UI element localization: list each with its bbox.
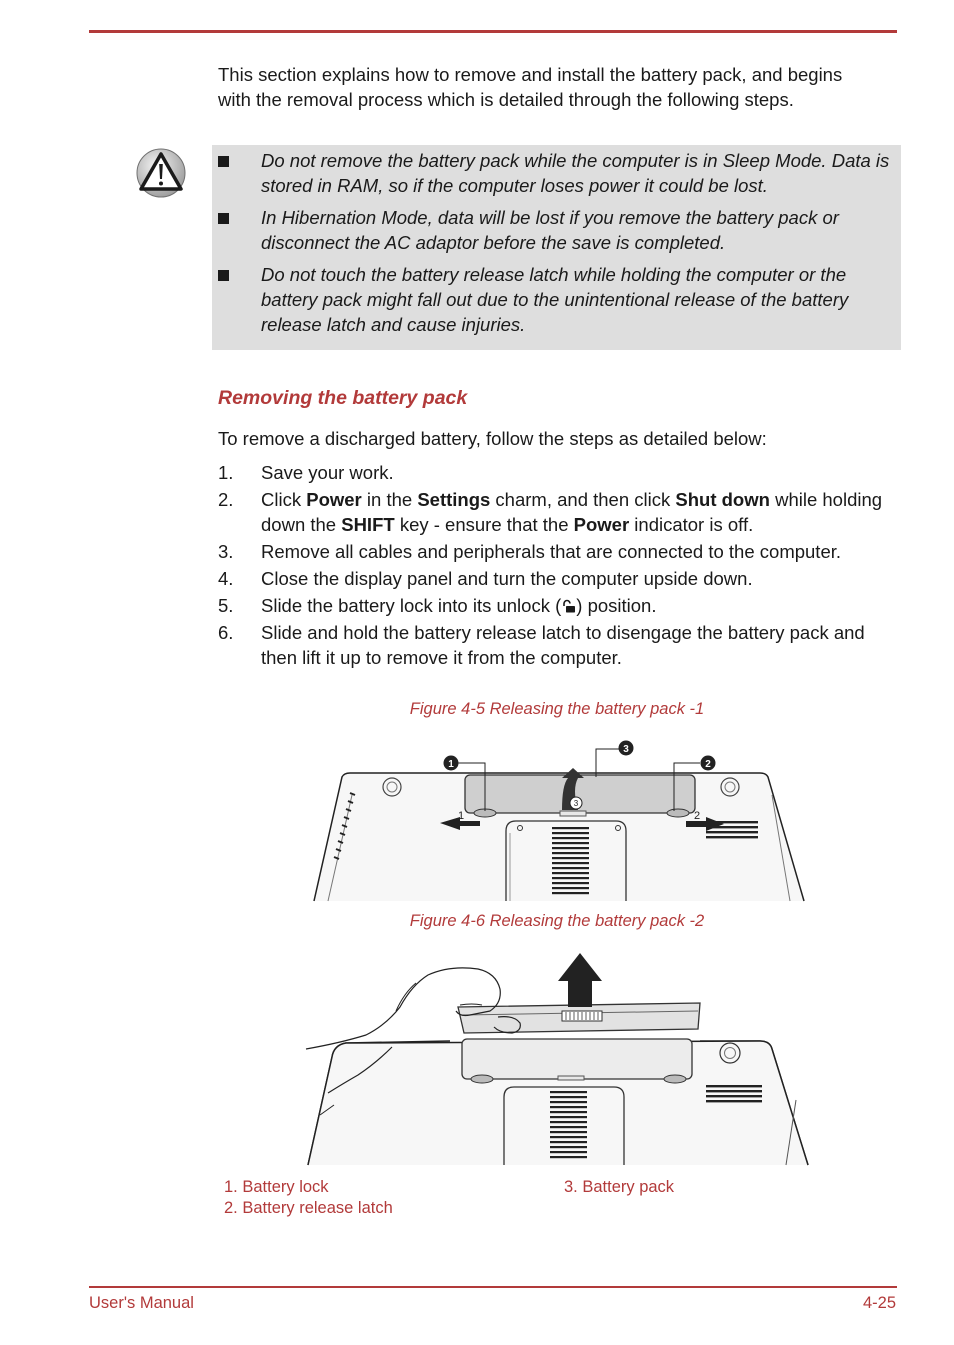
step-item (218, 487, 890, 537)
arrow-label: 2 (694, 810, 701, 822)
step-number: 3. (218, 541, 234, 562)
page-number: 4-25 (862, 1294, 896, 1312)
shutdown-term: Shut down (675, 489, 770, 510)
section-title: Removing the battery pack (218, 387, 468, 409)
square-bullet-icon (218, 270, 229, 281)
legend-list-right (564, 1177, 674, 1198)
step-number: 2. (218, 489, 234, 510)
warning-text: In Hibernation Mode, data will be lost if you remove the battery pack or disconnect the AC adaptor before the save is completed. (261, 207, 839, 253)
settings-term: Settings (417, 489, 491, 510)
step-text: Slide and hold the battery release latch to disengage the battery pack and then lift it up to remove it from the computer. (261, 622, 865, 668)
square-bullet-icon (218, 156, 229, 167)
warning-list (212, 148, 901, 344)
steps-list (218, 460, 890, 672)
square-bullet-icon (218, 213, 229, 224)
power-term: Power (306, 489, 362, 510)
step-item (218, 460, 890, 485)
figure-battery-release-2 (300, 945, 820, 1167)
footer-rule (89, 1286, 897, 1288)
header-rule (89, 30, 897, 33)
warning-text: Do not remove the battery pack while the computer is in Sleep Mode. Data is stored in RAM, so if the computer loses power it could be lost. (261, 150, 890, 196)
step-number: 5. (218, 595, 234, 616)
step-text: Close the display panel and turn the computer upside down. (261, 568, 753, 589)
legend-list-left (224, 1177, 393, 1219)
step-item (218, 566, 890, 591)
warning-item (212, 262, 901, 337)
callout-number: 1 (448, 759, 454, 770)
figure-caption-1: Figure 4-5 Releasing the battery pack -1 (409, 700, 705, 718)
figure-caption-2: Figure 4-6 Releasing the battery pack -2 (409, 912, 705, 930)
warning-triangle-icon (136, 148, 186, 198)
pack-mark: 3 (573, 799, 579, 808)
step-number: 4. (218, 568, 234, 589)
warning-item (212, 148, 901, 198)
figure-battery-release-1 (300, 735, 820, 903)
step-item (218, 539, 890, 564)
warning-text: Do not touch the battery release latch while holding the computer or the battery pack might fall out due to the unintentional release of the battery release latch and cause injuries. (261, 264, 849, 335)
step-item (218, 620, 890, 670)
callout-number: 2 (705, 759, 711, 770)
step-text: Save your work. (261, 462, 394, 483)
unlock-icon (561, 599, 576, 613)
step-item (218, 593, 890, 618)
callout-number: 3 (623, 744, 629, 755)
legend-item: 2. Battery release latch (224, 1199, 393, 1217)
step-text: Click Power in the Settings charm, and then click Shut down while holding down the SHIFT key - ensure that the Power indicator is off. (261, 489, 883, 535)
power-indicator-term: Power (573, 514, 630, 535)
warning-box (212, 145, 901, 350)
step-number: 6. (218, 622, 234, 643)
legend-item: 3. Battery pack (564, 1178, 675, 1196)
footer-title: User's Manual (89, 1294, 194, 1312)
warning-item (212, 205, 901, 255)
legend-item: 1. Battery lock (224, 1178, 329, 1196)
arrow-label: 1 (458, 810, 465, 822)
shift-key-term: SHIFT (341, 514, 395, 535)
step-number: 1. (218, 462, 234, 483)
intro-paragraph: This section explains how to remove and install the battery pack, and begins with the removal process which is detailed through the following steps. (218, 64, 843, 110)
step-text: Slide the battery lock into its unlock ( ) position. (261, 595, 657, 616)
lead-paragraph: To remove a discharged battery, follow the steps as detailed below: (218, 428, 767, 449)
step-text: Remove all cables and peripherals that are connected to the computer. (261, 541, 842, 562)
